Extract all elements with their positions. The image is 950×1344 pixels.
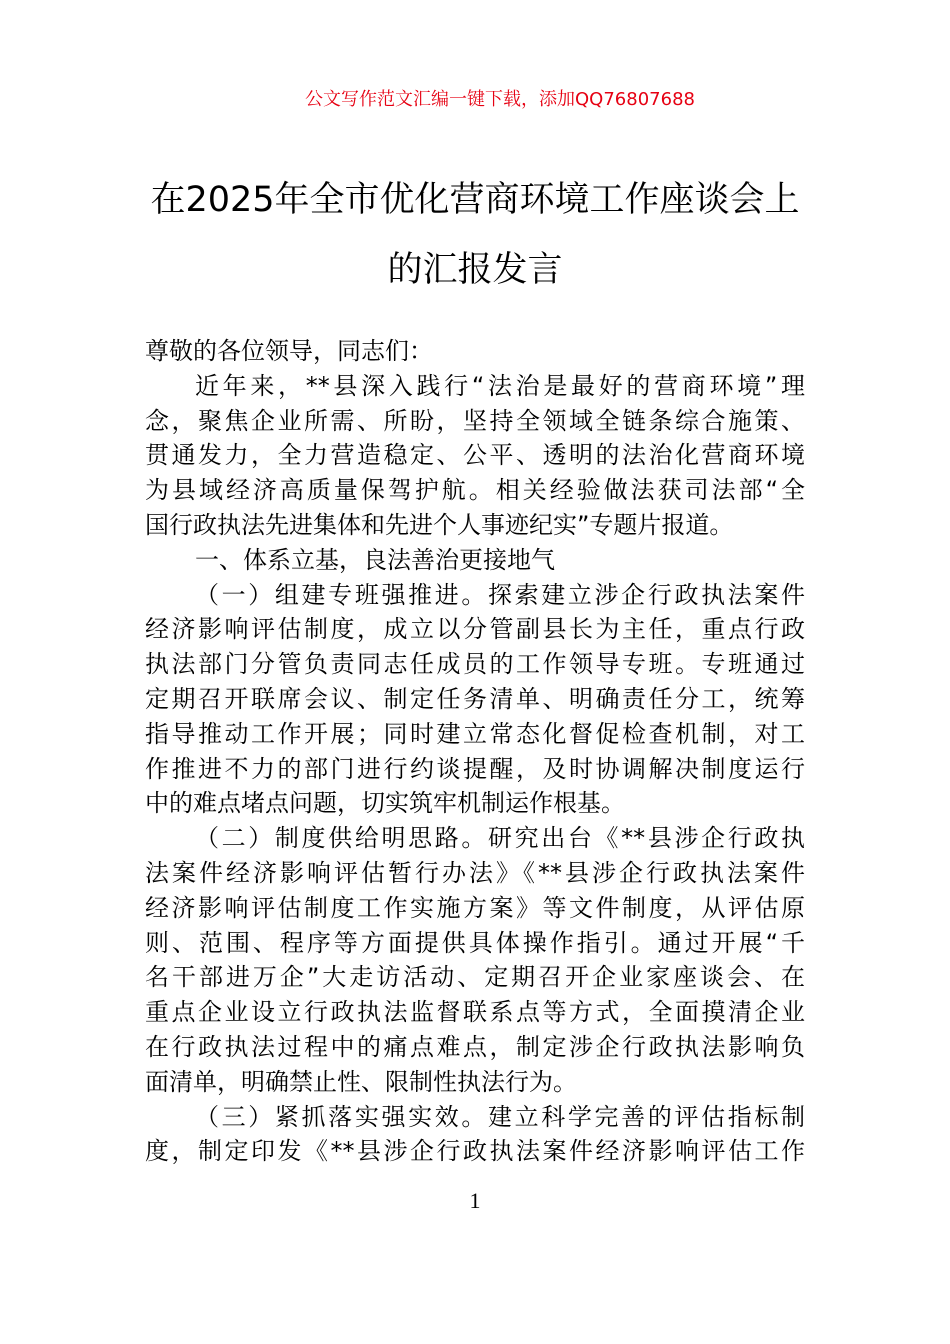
- text-line: （二）制度供给明思路。研究出台《**县涉企行政执: [195, 824, 805, 853]
- text-line: （三）紧抓落实强实效。建立科学完善的评估指标制: [195, 1102, 805, 1131]
- paragraph: [145, 821, 805, 1099]
- page-number: 1: [469, 1188, 481, 1213]
- text-line: 重点企业设立行政执法监督联系点等方式，全面摸清企业: [145, 998, 805, 1027]
- text-line: 则、范围、程序等方面提供具体操作指引。通过开展“千: [145, 928, 805, 957]
- paragraph: [145, 1100, 805, 1170]
- text-line: 在行政执法过程中的痛点难点，制定涉企行政执法影响负: [145, 1032, 805, 1061]
- text-line: 经济影响评估制度工作实施方案》等文件制度，从评估原: [145, 893, 805, 922]
- text-line: （一）组建专班强推进。探索建立涉企行政执法案件: [195, 580, 805, 609]
- text-line: 度，制定印发《**县涉企行政执法案件经济影响评估工作: [145, 1137, 805, 1166]
- paragraph: [145, 578, 805, 822]
- text-line: 国行政执法先进集体和先进个人事迹纪实”专题片报道。: [145, 510, 734, 539]
- document-title-line-1: 在2025年全市优化营商环境工作座谈会上: [150, 180, 800, 220]
- text-line: 贯通发力，全力营造稳定、公平、透明的法治化营商环境: [145, 441, 805, 470]
- text-line: 尊敬的各位领导，同志们：: [145, 337, 433, 365]
- document-body: [145, 334, 805, 1169]
- paragraph: [145, 334, 805, 369]
- watermark-banner: 公文写作范文汇编一键下载，添加QQ76807688: [305, 89, 695, 110]
- text-line: 法案件经济影响评估暂行办法》《**县涉企行政执法案件: [145, 858, 805, 887]
- text-line: 面清单，明确禁止性、限制性执法行为。: [145, 1067, 577, 1096]
- text-line: 作推进不力的部门进行约谈提醒，及时协调解决制度运行: [145, 754, 805, 783]
- text-line: 名干部进万企”大走访活动、定期召开企业家座谈会、在: [145, 963, 805, 992]
- text-line: 指导推动工作开展；同时建立常态化督促检查机制，对工: [145, 719, 805, 748]
- text-line: 定期召开联席会议、制定任务清单、明确责任分工，统筹: [145, 684, 805, 713]
- text-line: 执法部门分管负责同志任成员的工作领导专班。专班通过: [145, 650, 805, 679]
- text-line: 念，聚焦企业所需、所盼，坚持全领域全链条综合施策、: [145, 406, 805, 435]
- text-line: 中的难点堵点问题，切实筑牢机制运作根基。: [145, 789, 625, 818]
- text-line: 为县域经济高质量保驾护航。相关经验做法获司法部“全: [145, 476, 805, 505]
- text-line: 经济影响评估制度，成立以分管副县长为主任，重点行政: [145, 615, 805, 644]
- paragraph: [145, 369, 805, 543]
- document-title-line-2: 的汇报发言: [387, 250, 563, 290]
- paragraph: [145, 543, 805, 578]
- text-line: 近年来，**县深入践行“法治是最好的营商环境”理: [195, 371, 805, 400]
- text-line: 一、体系立基，良法善治更接地气: [195, 545, 555, 574]
